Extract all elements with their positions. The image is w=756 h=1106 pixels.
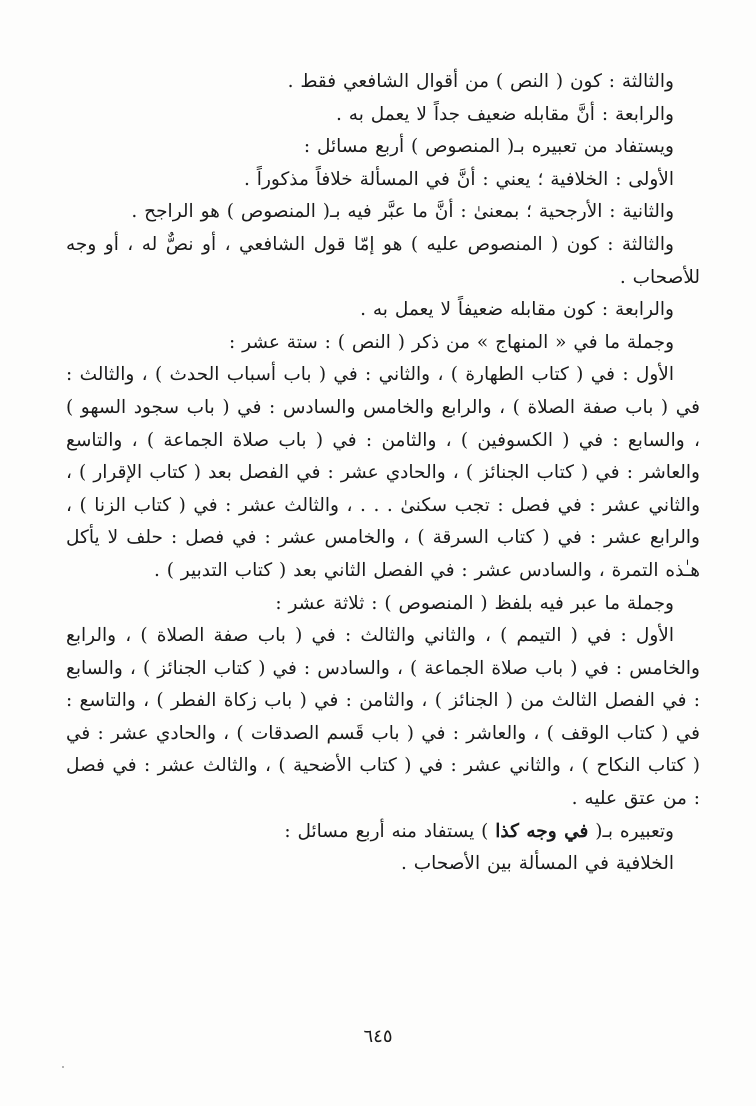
- paragraph: وجملة ما في « المنهاج » من ذكر ( النص ) : ستة عشر :: [229, 331, 674, 353]
- paragraph: والثانية : الأرجحية ؛ بمعنىٰ : أنَّ ما عبَّر فيه بـ( المنصوص ) هو الراجح .: [131, 201, 674, 223]
- paragraph: الخلافية في المسألة بين الأصحاب .: [400, 853, 674, 875]
- paragraph: والرابعة : كون مقابله ضعيفاً لا يعمل به .: [360, 299, 674, 321]
- paragraph: الأولى : الخلافية ؛ يعني : أنَّ في المسألة خلافاً مذكوراً .: [244, 168, 674, 190]
- paragraph: ويستفاد من تعبيره بـ( المنصوص ) أربع مسائل :: [303, 136, 674, 158]
- paragraph-part: وتعبيره بـ(: [588, 820, 674, 842]
- paragraph: والثالثة : كون ( المنصوص عليه ) هو إمّا قول الشافعي ، أو نصٌّ له ، أو وجه للأصحاب .: [66, 233, 700, 288]
- paragraph: [66, 816, 700, 849]
- paragraph-part: ) يستفاد منه أربع مسائل :: [284, 820, 496, 842]
- paragraph: والرابعة : أنَّ مقابله ضعيف جداً لا يعمل به .: [336, 103, 674, 125]
- page-number: ٦٤٥: [363, 1026, 393, 1047]
- page-body-text: [66, 66, 700, 881]
- paragraph: الأول : في ( التيمم ) ، والثاني والثالث : في ( باب صفة الصلاة ) ، والرابع والخامس : في ( باب صلاة الجماعة ) ، والسادس : في ( كتاب الجنائز ) ، والسابع : في الفصل الثالث من ( الجنائز ) ، والثامن : في ( باب زكاة الفطر ) ، والتاسع : في ( كتاب الوقف ) ، والعاشر : في ( باب قَسم الصدقات ) ، والحادي عشر : في ( كتاب النكاح ) ، والثاني عشر : في ( كتاب الأضحية ) ، والثالث عشر : في فصل : من عتق عليه .: [66, 625, 701, 810]
- paragraph: الأول : في ( كتاب الطهارة ) ، والثاني : في ( باب أسباب الحدث ) ، والثالث : في ( باب صفة الصلاة ) ، والرابع والخامس والسادس : في ( باب سجود السهو ) ، والسابع : في ( الكسوفين ) ، والثامن : في ( باب صلاة الجماعة ) ، والتاسع والعاشر : في ( كتاب الجنائز ) ، والحادي عشر : في الفصل بعد ( كتاب الإقرار ) ، والثاني عشر : في فصل : تجب سكنىٰ . . . ، والثالث عشر : في ( كتاب الزنا ) ، والرابع عشر : في ( كتاب السرقة ) ، والخامس عشر : في فصل : حلف لا يأكل هـٰذه التمرة ، والسادس عشر : في الفصل الثاني بعد ( كتاب التدبير ) .: [66, 364, 700, 581]
- scan-speck: [62, 1066, 64, 1068]
- paragraph: والثالثة : كون ( النص ) من أقوال الشافعي فقط .: [287, 71, 674, 92]
- paragraph: وجملة ما عبر فيه بلفظ ( المنصوص ) : ثلاثة عشر :: [275, 592, 674, 614]
- bold-term: في وجه كذا: [495, 820, 589, 842]
